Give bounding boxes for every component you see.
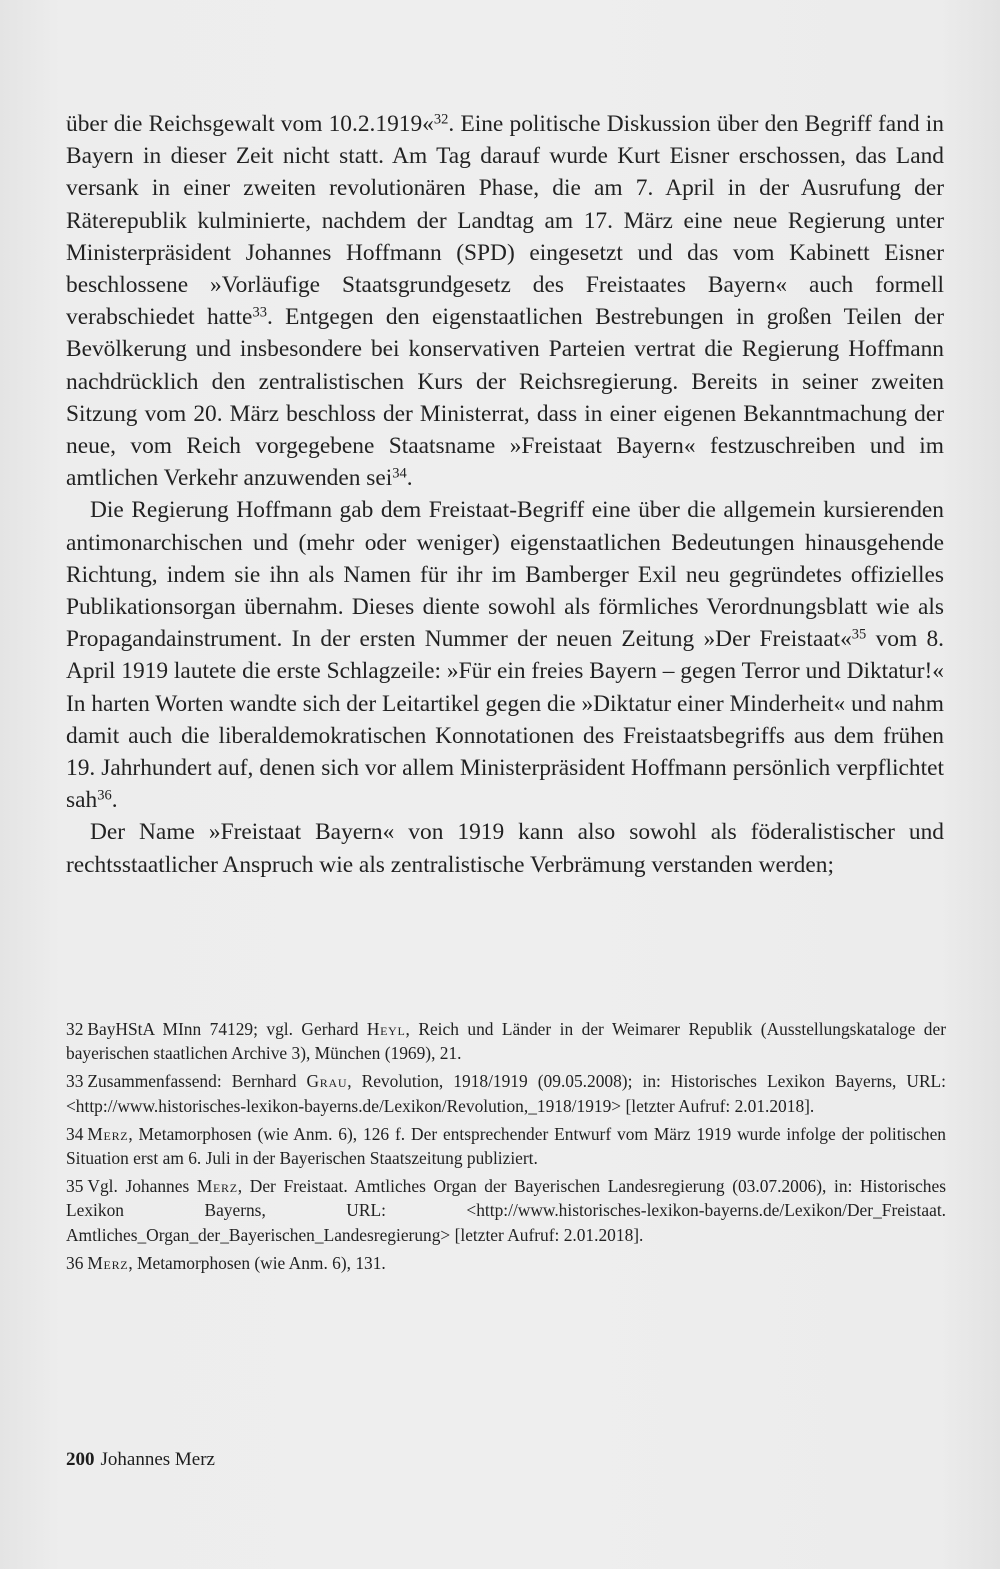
- text-run: vom 8. April 1919 lautete die erste Schlagzeile: »Für ein freies Bayern – gegen Terror und Diktatur!« In harten Worten wandte sich der Leitartikel gegen die »Diktatur einer Minderheit« und nahm damit auch die liberaldemokratischen Konnotationen des Freistaatsbegriffs aus dem frühen 19. Jahrhundert auf, denen sich vor allem Ministerpräsident Hoffmann persönlich verpflichtet sah: [66, 626, 944, 814]
- page-footer: [66, 1448, 215, 1472]
- text-run: Die Regierung Hoffmann gab dem Freistaat-Begriff eine über die allgemein kursierenden antimonarchischen und (mehr oder weniger) eigenstaatlichen Bedeutungen hinausgehende Richtung, indem sie ihn als Namen für ihr im Bamberger Exil neu gegründetes offizielles Publikationsorgan übernahm. Dieses diente sowohl als förmliches Verordnungsblatt wie als Propagandainstrument. In der ersten Nummer der neuen Zeitung »Der Freistaat«: [66, 497, 944, 653]
- footnote: [66, 1069, 946, 1117]
- footnote-ref: 32: [433, 111, 449, 128]
- body-paragraph: [66, 108, 944, 494]
- text-run: .: [111, 787, 118, 814]
- text-run: , Metamorphosen (wie Anm. 6), 126 f. Der entsprechender Entwurf vom März 1919 wurde infolge der politischen Situation erst am 6. Juli in der Bayerischen Staatszeitung publiziert.: [66, 1123, 946, 1169]
- footnote: [66, 1251, 946, 1275]
- footnote-number: 33: [66, 1071, 84, 1092]
- text-run: Vgl. Johannes: [87, 1176, 197, 1197]
- footnote-number: 36: [66, 1252, 84, 1273]
- footnote: [66, 1122, 946, 1170]
- author-surname: Heyl: [366, 1019, 406, 1039]
- text-run: .: [406, 465, 413, 492]
- footnote-number: 35: [66, 1176, 84, 1197]
- text-run: . Entgegen den eigenstaatlichen Bestrebungen in großen Teilen der Bevölkerung und insbesondere bei konservativen Parteien vertrat die Regierung Hoffmann nachdrücklich den zentralistischen Kurs der Reichsregierung. Bereits in seiner zweiten Sitzung vom 20. März beschloss der Ministerrat, dass in einer eigenen Bekanntmachung der neue, vom Reich vorgegebene Staatsname »Freistaat Bayern« festzuschreiben und im amtlichen Verkehr anzuwenden sei: [66, 304, 945, 492]
- text-run: BayHStA MInn 74129; vgl. Gerhard: [87, 1019, 367, 1039]
- text-run: , Revolution, 1918/1919 (09.05.2008); in: Historisches Lexikon Bayerns, URL: <http://www.historisches-lexikon-bayerns.de/Lexikon/Revolution,_1918/1919> [letzter Aufruf: 2.01.2018].: [66, 1071, 946, 1116]
- author-surname: Merz: [87, 1252, 129, 1273]
- text-run: , Der Freistaat. Amtliches Organ der Bayerischen Landesregierung (03.07.2006), in: Historisches Lexikon Bayerns, URL: <http://www.historisches-lexikon-bayerns.de/Lexikon/Der_Freistaat. Amtliches_Organ_der_Bayerischen_Landesregierung> [letzter Aufruf: 2.01.2018].: [66, 1176, 946, 1245]
- text-run: über die Reichsgewalt vom 10.2.1919«: [66, 111, 434, 137]
- main-text: [66, 108, 944, 881]
- footnote: [66, 1174, 946, 1247]
- author-surname: Grau: [306, 1071, 348, 1092]
- page-number: 200: [66, 1449, 95, 1470]
- footnote-number: 32: [66, 1019, 84, 1039]
- footnote: [66, 1017, 946, 1065]
- footnote-ref: 35: [851, 626, 867, 643]
- body-paragraph: [66, 494, 944, 816]
- author-surname: Merz: [196, 1176, 238, 1197]
- text-run: Der Name »Freistaat Bayern« von 1919 kann also sowohl als föderalistischer und rechtsstaatlicher Anspruch wie als zentralistische Verbrämung verstanden werden;: [66, 819, 944, 878]
- author-surname: Merz: [87, 1123, 129, 1144]
- text-run: , Metamorphosen (wie Anm. 6), 131.: [128, 1252, 386, 1273]
- footnote-ref: 36: [97, 787, 112, 804]
- footnote-number: 34: [66, 1123, 84, 1144]
- footnote-ref: 33: [252, 304, 267, 321]
- text-run: . Eine politische Diskussion über den Begriff fand in Bayern in dieser Zeit nicht statt. Am Tag darauf wurde Kurt Eisner erschossen, das Land versank in einer zweiten revolutionären Phase, die am 7. April in der Ausrufung der Räterepublik kulminierte, nachdem der Landtag am 17. März eine neue Regierung unter Ministerpräsident Johannes Hoffmann (SPD) eingesetzt und das vom Kabinett Eisner beschlossene »Vorläufige Staatsgrundgesetz des Freistaates Bayern« auch formell verabschiedet hatte: [66, 111, 944, 331]
- body-paragraph: [66, 816, 944, 880]
- text-run: Zusammenfassend: Bernhard: [87, 1071, 307, 1092]
- footnotes: [66, 1017, 946, 1279]
- footnote-ref: 34: [392, 465, 407, 482]
- text-run: , Reich und Länder in der Weimarer Republik (Ausstellungskataloge der bayerischen staatlichen Archive 3), München (1969), 21.: [66, 1019, 946, 1064]
- running-head-author: Johannes Merz: [100, 1449, 215, 1470]
